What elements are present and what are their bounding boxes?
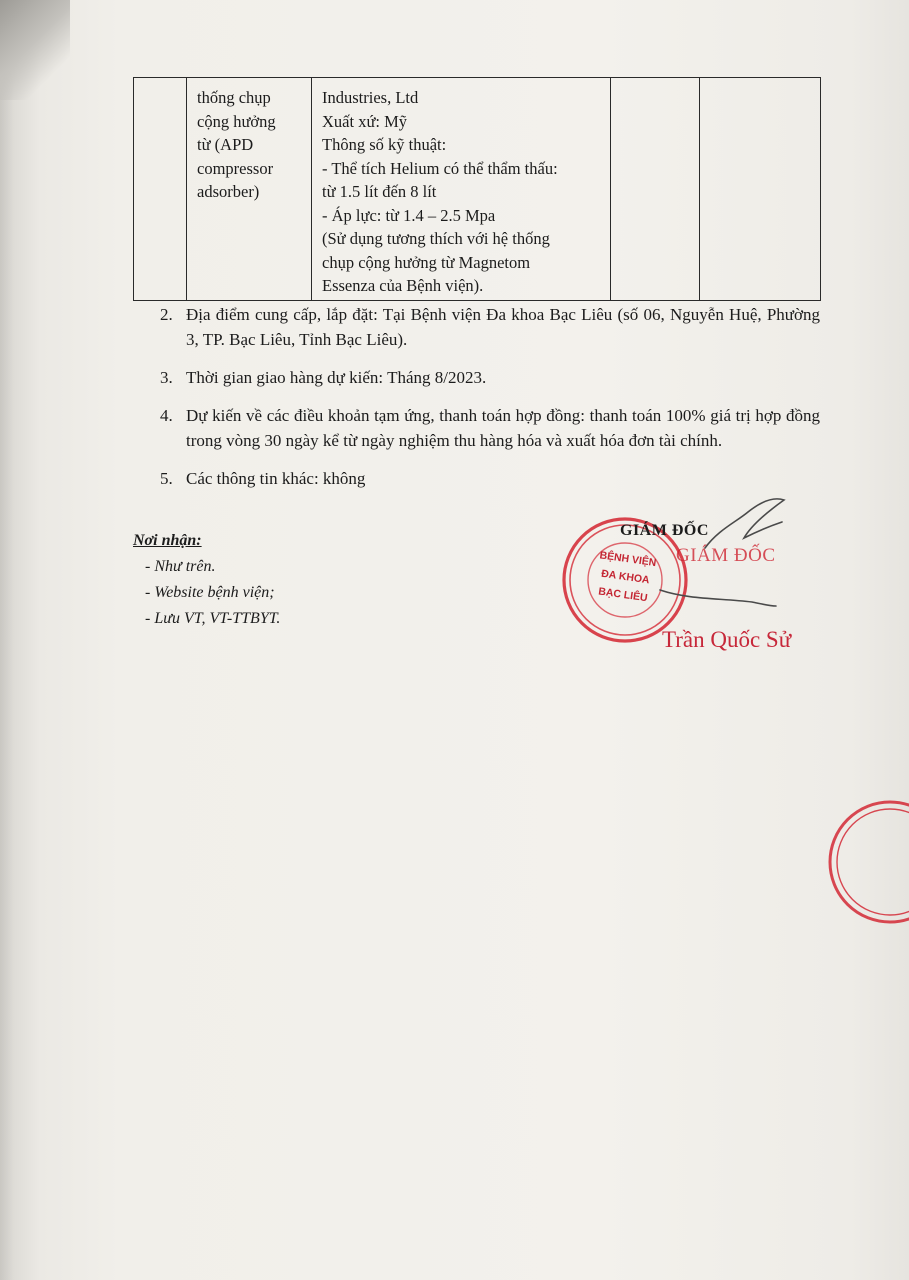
cell-line: - Thể tích Helium có thể thẩm thấu:	[322, 158, 558, 178]
item-number: 3.	[160, 368, 173, 387]
partial-seal-inner-ring	[837, 809, 909, 915]
cell-line: cộng hưởng	[197, 111, 276, 131]
signature-title: GIÁM ĐỐC	[620, 522, 709, 539]
seal-line1: BỆNH VIỆN	[598, 549, 658, 570]
cell-line: Xuất xứ: Mỹ	[322, 111, 408, 131]
stamped-signature-title: GIÁM ĐỐC	[676, 545, 776, 566]
partial-seal-outer-ring	[830, 802, 909, 922]
cell-line: thống chụp	[197, 88, 271, 107]
item-number: 4.	[160, 406, 173, 425]
cell-line: (Sử dụng tương thích với hệ thống	[322, 229, 550, 248]
seal-line2: ĐA KHOA	[600, 567, 651, 587]
item-text: Thời gian giao hàng dự kiến: Tháng 8/2023.	[186, 368, 487, 387]
recipient-line: - Như trên.	[145, 558, 216, 575]
cell-line: từ 1.5 lít đến 8 lít	[322, 182, 437, 201]
recipients-title: Nơi nhận:	[133, 532, 202, 549]
cell-line: chụp cộng hưởng từ Magnetom	[322, 252, 531, 272]
item-text: Dự kiến về các điều khoản tạm ứng, thanh toán hợp đồng: thanh toán 100% giá trị hợp đồng trong vòng 30 ngày kể từ ngày nghiệm thu hàng hóa và xuất hóa đơn tài chính.	[186, 406, 820, 450]
cell-line: - Áp lực: từ 1.4 – 2.5 Mpa	[322, 205, 496, 225]
cell-line: từ (APD	[197, 135, 254, 154]
signer-name: Trần Quốc Sử	[662, 627, 792, 652]
item-text: Các thông tin khác: không	[186, 469, 366, 488]
cell-line: compressor	[197, 158, 274, 178]
cell-line: adsorber)	[197, 182, 260, 201]
recipient-line: - Lưu VT, VT-TTBYT.	[145, 610, 281, 627]
item-text: Địa điểm cung cấp, lắp đặt: Tại Bệnh viện Đa khoa Bạc Liêu (số 06, Nguyễn Huệ, Phường 3, TP. Bạc Liêu, Tỉnh Bạc Liêu).	[186, 305, 820, 349]
cell-line: Industries, Ltd	[322, 88, 419, 107]
recipient-line: - Website bệnh viện;	[145, 584, 275, 601]
seal-line3: BẠC LIÊU	[597, 585, 649, 605]
item-number: 5.	[160, 469, 173, 488]
partial-seal	[830, 802, 909, 922]
item-number: 2.	[160, 305, 173, 324]
cell-line: Thông số kỹ thuật:	[322, 135, 447, 154]
cell-line: Essenza của Bệnh viện).	[322, 276, 484, 295]
